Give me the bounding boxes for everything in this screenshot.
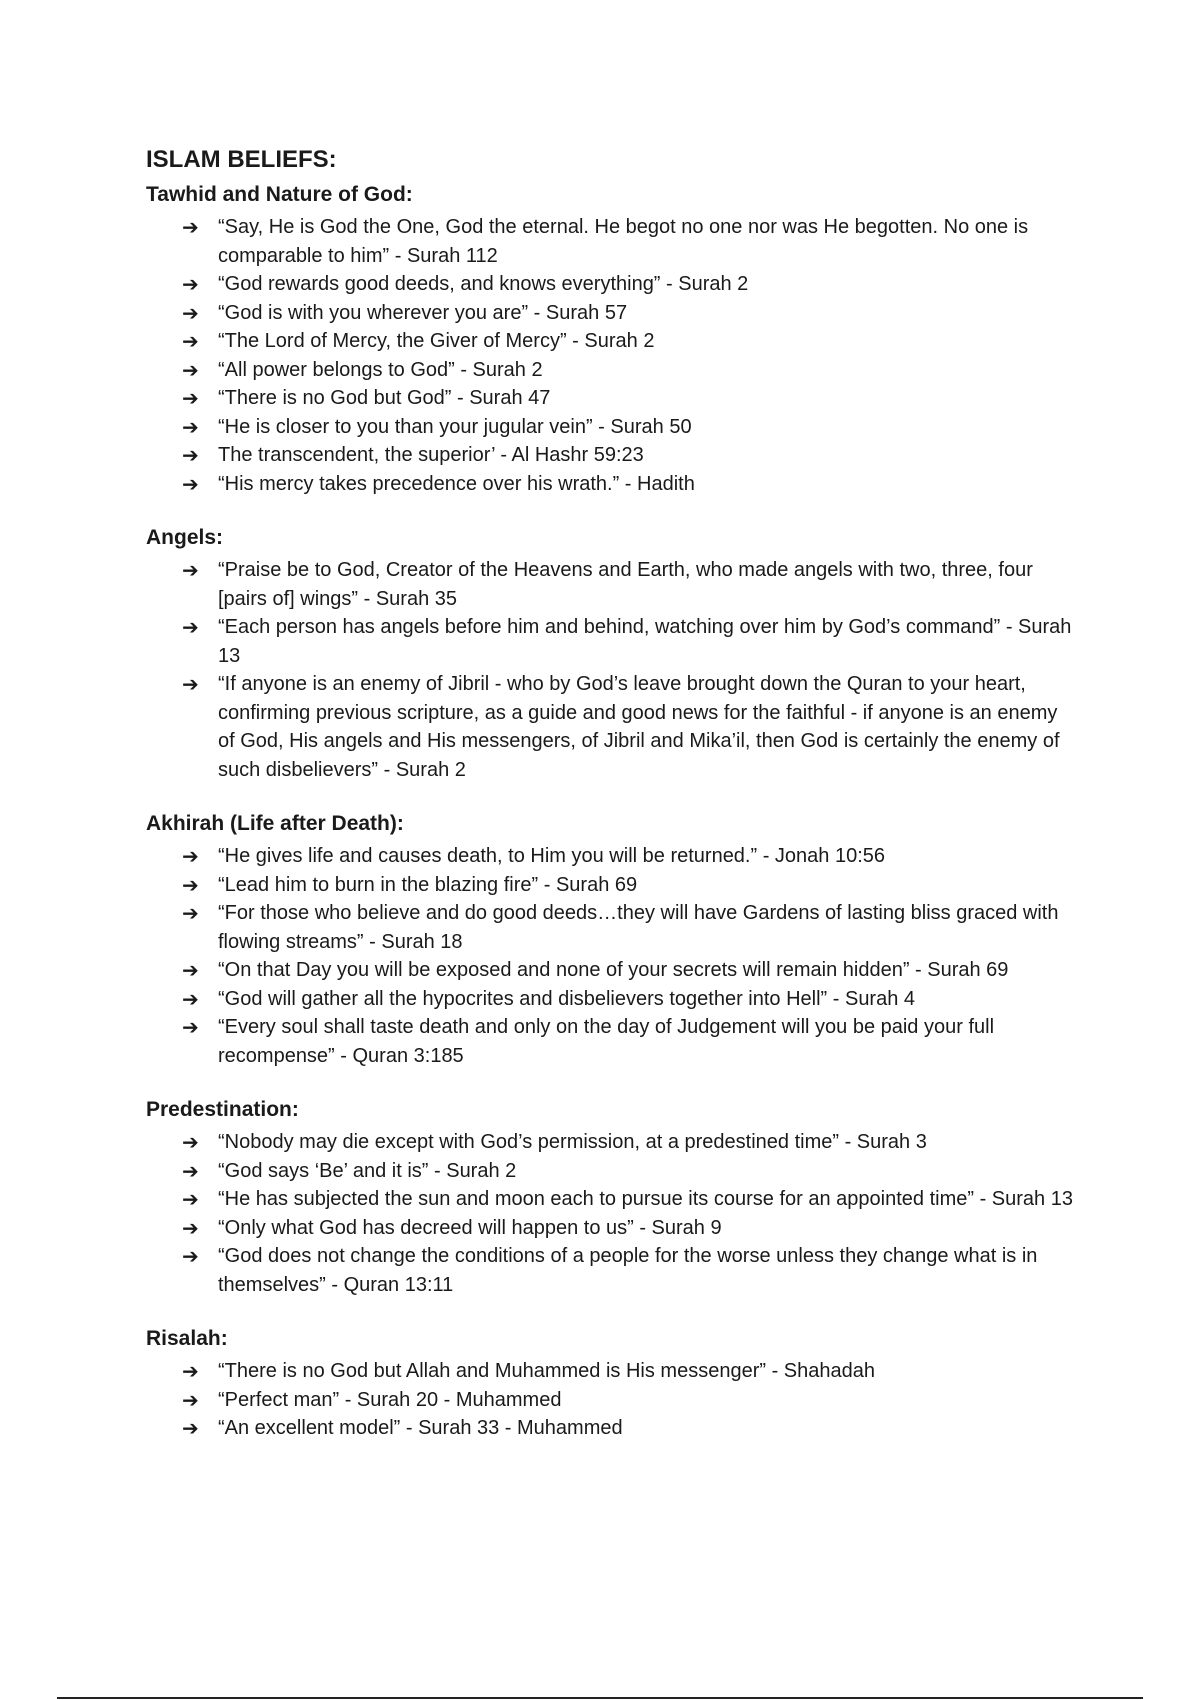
arrow-bullet-icon: ➔ bbox=[182, 901, 199, 925]
section-heading: Tawhid and Nature of God: bbox=[146, 183, 413, 206]
quote-text: “God says ‘Be’ and it is” - Surah 2 bbox=[218, 1159, 517, 1182]
list-item bbox=[146, 1013, 1076, 1070]
list-item bbox=[146, 384, 1076, 413]
quote-text: “If anyone is an enemy of Jibril - who by God’s leave brought down the Quran to your heart, confirming previous scripture, as a guide and good news for the faithful - if anyone is an enemy of God, His angels and His messengers, of Jibril and Mika’il, then God is certainly the enemy of such disbelievers” - Surah 2 bbox=[218, 673, 1060, 781]
arrow-bullet-icon: ➔ bbox=[182, 215, 199, 239]
quote-text: “God does not change the conditions of a people for the worse unless they change what is in themselves” - Quran 13:11 bbox=[218, 1245, 1038, 1296]
quote-text: “There is no God but God” - Surah 47 bbox=[218, 387, 551, 409]
arrow-bullet-icon: ➔ bbox=[182, 471, 199, 496]
bullet-list bbox=[146, 556, 1076, 784]
section-heading: Angels: bbox=[146, 526, 224, 549]
quote-text: “Only what God has decreed will happen to us” - Surah 9 bbox=[218, 1216, 722, 1239]
arrow-bullet-icon: ➔ bbox=[182, 443, 199, 467]
bullet-list bbox=[146, 842, 1076, 1070]
bullet-list bbox=[146, 213, 1076, 498]
arrow-bullet-icon: ➔ bbox=[182, 329, 199, 353]
arrow-bullet-icon: ➔ bbox=[182, 1015, 199, 1039]
arrow-bullet-icon: ➔ bbox=[182, 1387, 199, 1412]
list-item bbox=[146, 1214, 1076, 1243]
arrow-bullet-icon: ➔ bbox=[182, 958, 199, 982]
quote-text: “There is no God but Allah and Muhammed is His messenger” - Shahadah bbox=[218, 1360, 876, 1382]
arrow-bullet-icon: ➔ bbox=[182, 615, 199, 639]
arrow-bullet-icon: ➔ bbox=[182, 872, 199, 897]
list-item bbox=[146, 1185, 1076, 1214]
quote-text: “He has subjected the sun and moon each to pursue its course for an appointed time” - Surah 13 bbox=[218, 1188, 1073, 1210]
arrow-bullet-icon: ➔ bbox=[182, 357, 199, 382]
arrow-bullet-icon: ➔ bbox=[182, 1359, 199, 1383]
section-heading: Risalah: bbox=[146, 1327, 228, 1350]
list-item bbox=[146, 842, 1076, 871]
list-item bbox=[146, 299, 1076, 328]
arrow-bullet-icon: ➔ bbox=[182, 386, 199, 410]
list-item bbox=[146, 670, 1076, 784]
quote-text: “Nobody may die except with God’s permission, at a predestined time” - Surah 3 bbox=[218, 1131, 927, 1153]
list-item bbox=[146, 1128, 1076, 1157]
list-item bbox=[146, 956, 1076, 985]
list-item bbox=[146, 1386, 1076, 1415]
list-item bbox=[146, 556, 1076, 613]
list-item bbox=[146, 1414, 1076, 1443]
quote-text: “Perfect man” - Surah 20 - Muhammed bbox=[218, 1388, 562, 1411]
quote-text: “For those who believe and do good deeds…they will have Gardens of lasting bliss graced with flowing streams” - Surah 18 bbox=[218, 902, 1059, 953]
quote-text: “Lead him to burn in the blazing fire” - Surah 69 bbox=[218, 873, 638, 896]
list-item bbox=[146, 1242, 1076, 1299]
quote-text: “He is closer to you than your jugular vein” - Surah 50 bbox=[218, 415, 692, 438]
list-item bbox=[146, 356, 1076, 385]
section-akhirah bbox=[146, 810, 1076, 1070]
arrow-bullet-icon: ➔ bbox=[182, 300, 199, 325]
arrow-bullet-icon: ➔ bbox=[182, 1416, 199, 1440]
document-page bbox=[146, 146, 1076, 1469]
list-item bbox=[146, 985, 1076, 1014]
quote-text: “God rewards good deeds, and knows everything” - Surah 2 bbox=[218, 273, 749, 295]
list-item bbox=[146, 327, 1076, 356]
arrow-bullet-icon: ➔ bbox=[182, 844, 199, 868]
arrow-bullet-icon: ➔ bbox=[182, 414, 199, 439]
arrow-bullet-icon: ➔ bbox=[182, 1215, 199, 1240]
bullet-list bbox=[146, 1128, 1076, 1299]
list-item bbox=[146, 270, 1076, 299]
arrow-bullet-icon: ➔ bbox=[182, 1187, 199, 1211]
list-item bbox=[146, 1357, 1076, 1386]
section-angels bbox=[146, 524, 1076, 784]
quote-text: The transcendent, the superior’ - Al Hashr 59:23 bbox=[218, 444, 644, 466]
list-item bbox=[146, 441, 1076, 470]
list-item bbox=[146, 871, 1076, 900]
quote-text: “God will gather all the hypocrites and disbelievers together into Hell” - Surah 4 bbox=[218, 987, 916, 1010]
quote-text: “He gives life and causes death, to Him you will be returned.” - Jonah 10:56 bbox=[218, 845, 886, 867]
section-heading: Predestination: bbox=[146, 1098, 299, 1121]
arrow-bullet-icon: ➔ bbox=[182, 1158, 199, 1183]
arrow-bullet-icon: ➔ bbox=[182, 1130, 199, 1154]
arrow-bullet-icon: ➔ bbox=[182, 672, 199, 696]
quote-text: “Praise be to God, Creator of the Heavens and Earth, who made angels with two, three, four [pairs of] wings” - Surah 35 bbox=[218, 559, 1033, 610]
section-heading: Akhirah (Life after Death): bbox=[146, 812, 404, 835]
arrow-bullet-icon: ➔ bbox=[182, 558, 199, 582]
quote-text: “His mercy takes precedence over his wrath.” - Hadith bbox=[218, 472, 695, 495]
list-item bbox=[146, 413, 1076, 442]
list-item bbox=[146, 899, 1076, 956]
quote-text: “God is with you wherever you are” - Surah 57 bbox=[218, 301, 628, 324]
bullet-list bbox=[146, 1357, 1076, 1443]
quote-text: “Say, He is God the One, God the eternal. He begot no one nor was He begotten. No one is comparable to him” - Surah 112 bbox=[218, 216, 1029, 267]
page-bottom-divider bbox=[57, 1697, 1143, 1699]
list-item bbox=[146, 613, 1076, 670]
quote-text: “All power belongs to God” - Surah 2 bbox=[218, 358, 543, 381]
arrow-bullet-icon: ➔ bbox=[182, 1244, 199, 1268]
quote-text: “Each person has angels before him and behind, watching over him by God’s command” - Surah 13 bbox=[218, 616, 1072, 667]
list-item bbox=[146, 213, 1076, 270]
page-title: ISLAM BELIEFS: bbox=[146, 146, 337, 173]
list-item bbox=[146, 470, 1076, 499]
arrow-bullet-icon: ➔ bbox=[182, 272, 199, 296]
list-item bbox=[146, 1157, 1076, 1186]
quote-text: “Every soul shall taste death and only on the day of Judgement will you be paid your full recompense” - Quran 3:185 bbox=[218, 1016, 995, 1067]
quote-text: “On that Day you will be exposed and none of your secrets will remain hidden” - Surah 69 bbox=[218, 959, 1009, 981]
arrow-bullet-icon: ➔ bbox=[182, 986, 199, 1011]
section-tawhid bbox=[146, 181, 1076, 498]
quote-text: “The Lord of Mercy, the Giver of Mercy” - Surah 2 bbox=[218, 330, 655, 352]
section-predestination bbox=[146, 1096, 1076, 1299]
section-risalah bbox=[146, 1325, 1076, 1443]
quote-text: “An excellent model” - Surah 33 - Muhammed bbox=[218, 1417, 623, 1439]
